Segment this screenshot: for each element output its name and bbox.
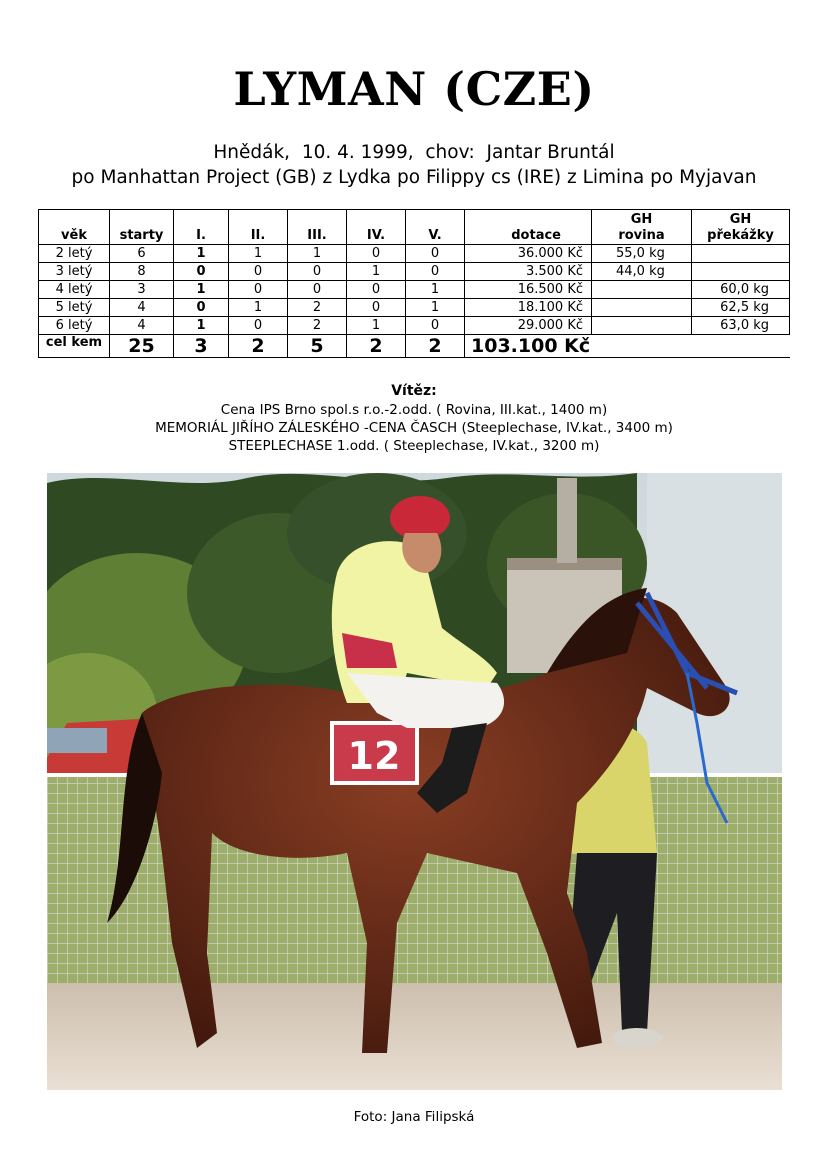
cell-fourth: 0 [347, 245, 406, 263]
header-fifth: V. [406, 210, 465, 245]
header-gh-jump-line2: překážky [707, 228, 774, 243]
cell-first: 0 [174, 263, 229, 281]
winner-race-3: STEEPLECHASE 1.odd. ( Steeplechase, IV.kat., 3200 m) [228, 438, 600, 454]
cell-gh-jump [692, 263, 790, 281]
cell-gh-flat [592, 317, 692, 335]
cell-starts: 6 [110, 245, 174, 263]
cell-first: 1 [174, 245, 229, 263]
results-table [38, 209, 790, 358]
cell-fifth: 1 [406, 281, 465, 299]
saddle-number: 12 [347, 734, 401, 778]
cell-age: 4 letý [39, 281, 110, 299]
cell-second: 0 [229, 317, 288, 335]
cell-first: 1 [174, 281, 229, 299]
cell-fifth: 0 [406, 263, 465, 281]
header-fourth: IV. [347, 210, 406, 245]
cell-age: 6 letý [39, 317, 110, 335]
table-row [39, 317, 790, 335]
table-row [39, 281, 790, 299]
winner-heading: Vítěz: [391, 383, 437, 399]
table-row [39, 299, 790, 317]
cell-second: 1 [229, 245, 288, 263]
cell-age: 3 letý [39, 263, 110, 281]
total-fifth: 2 [406, 335, 465, 358]
header-starts: starty [110, 210, 174, 245]
cell-gh-jump: 60,0 kg [692, 281, 790, 299]
table-row [39, 245, 790, 263]
header-gh-jump [692, 210, 790, 245]
header-gh-flat-line1: GH [630, 212, 653, 227]
cell-gh-flat: 44,0 kg [592, 263, 692, 281]
horse-photo-illustration [47, 473, 782, 1090]
cell-prize: 3.500 Kč [465, 263, 592, 281]
cell-prize: 29.000 Kč [465, 317, 592, 335]
cell-third: 0 [288, 281, 347, 299]
header-second: II. [229, 210, 288, 245]
cell-second: 0 [229, 281, 288, 299]
header-first: I. [174, 210, 229, 245]
cell-age: 5 letý [39, 299, 110, 317]
header-prize: dotace [465, 210, 592, 245]
table-header-row [39, 210, 790, 245]
cell-second: 0 [229, 263, 288, 281]
cell-starts: 3 [110, 281, 174, 299]
header-gh-flat-line2: rovina [618, 228, 665, 243]
cell-third: 2 [288, 317, 347, 335]
cell-fifth: 0 [406, 317, 465, 335]
table-total-row [39, 335, 790, 358]
total-starts: 25 [110, 335, 174, 358]
total-second: 2 [229, 335, 288, 358]
cell-gh-flat [592, 281, 692, 299]
total-label: cel kem [39, 335, 110, 358]
header-gh-flat [592, 210, 692, 245]
cell-prize: 18.100 Kč [465, 299, 592, 317]
cell-prize: 36.000 Kč [465, 245, 592, 263]
photo-caption: Foto: Jana Filipská [353, 1109, 475, 1125]
total-first: 3 [174, 335, 229, 358]
cell-gh-jump: 62,5 kg [692, 299, 790, 317]
horse-details: Hnědák, 10. 4. 1999, chov: Jantar Bruntál [213, 142, 615, 163]
total-fourth: 2 [347, 335, 406, 358]
cell-gh-flat [592, 299, 692, 317]
horse-photo [47, 473, 782, 1090]
cell-fifth: 0 [406, 245, 465, 263]
winner-race-1: Cena IPS Brno spol.s r.o.-2.odd. ( Rovina, III.kat., 1400 m) [220, 402, 608, 418]
cell-gh-jump: 63,0 kg [692, 317, 790, 335]
total-third: 5 [288, 335, 347, 358]
cell-third: 0 [288, 263, 347, 281]
cell-age: 2 letý [39, 245, 110, 263]
cell-fifth: 1 [406, 299, 465, 317]
cell-gh-flat: 55,0 kg [592, 245, 692, 263]
cell-fourth: 0 [347, 281, 406, 299]
cell-prize: 16.500 Kč [465, 281, 592, 299]
table-row [39, 263, 790, 281]
cell-starts: 4 [110, 317, 174, 335]
header-gh-jump-line1: GH [729, 212, 752, 227]
page-title: LYMAN (CZE) [233, 62, 595, 116]
header-third: III. [288, 210, 347, 245]
cell-second: 1 [229, 299, 288, 317]
header-age: věk [39, 210, 110, 245]
cell-fourth: 0 [347, 299, 406, 317]
cell-gh-jump [692, 245, 790, 263]
winner-race-2: MEMORIÁL JIŘÍHO ZÁLESKÉHO -CENA ČASCH (Steeplechase, IV.kat., 3400 m) [155, 420, 673, 436]
cell-starts: 8 [110, 263, 174, 281]
cell-fourth: 1 [347, 317, 406, 335]
cell-first: 0 [174, 299, 229, 317]
horse-pedigree: po Manhattan Project (GB) z Lydka po Filippy cs (IRE) z Limina po Myjavan [71, 167, 757, 188]
cell-first: 1 [174, 317, 229, 335]
cell-fourth: 1 [347, 263, 406, 281]
cell-third: 2 [288, 299, 347, 317]
cell-starts: 4 [110, 299, 174, 317]
total-prize: 103.100 Kč [465, 335, 790, 358]
cell-third: 1 [288, 245, 347, 263]
